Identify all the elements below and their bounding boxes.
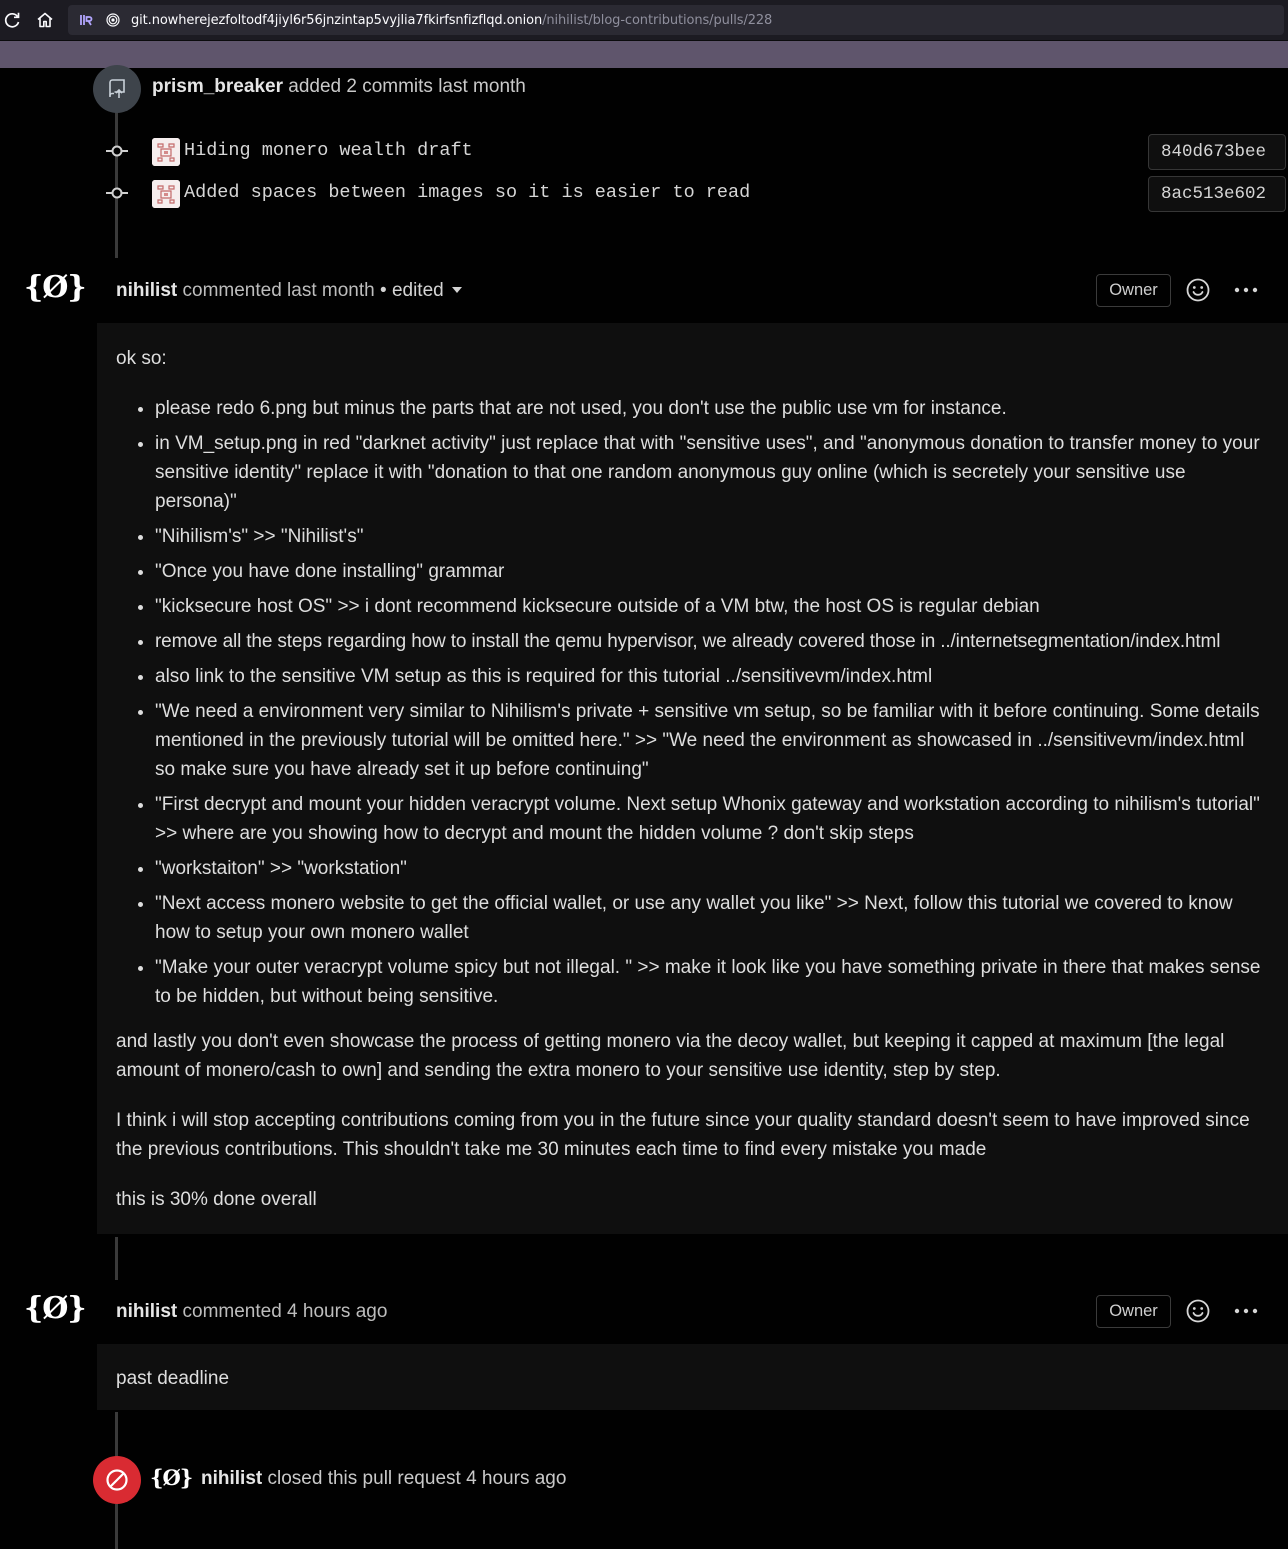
comment-text: past deadline xyxy=(116,1368,230,1389)
comment-body xyxy=(97,323,1288,1234)
onion-site-icon[interactable] xyxy=(106,13,120,27)
list-item: • "Once you have done installing" grammar xyxy=(155,557,1269,586)
address-bar[interactable] xyxy=(68,5,1284,35)
timeline-line xyxy=(115,1237,118,1280)
commenter-avatar[interactable]: {Ø} xyxy=(24,270,86,305)
edited-dropdown[interactable] xyxy=(380,280,462,301)
closed-event-badge xyxy=(93,1456,141,1504)
home-button[interactable] xyxy=(33,8,57,32)
edited-separator: • xyxy=(380,280,387,301)
comment-meta xyxy=(116,1301,387,1323)
comment-author-link[interactable]: nihilist xyxy=(116,280,178,301)
push-event-badge xyxy=(93,65,141,113)
timeline-line xyxy=(115,1504,118,1549)
list-item: • "Nihilism's" >> "Nihilist's" xyxy=(155,522,1269,551)
commit-node-icon xyxy=(106,144,128,158)
caret-down-icon xyxy=(452,287,462,293)
list-item: • "We need a environment very similar to Nihilism's private + sensitive vm setup, so be familiar with it before continuing. Some details mentioned in the previously tutorial will be omitted here." >> "We need the environment as showcased in ../sensitivevm/index.html so make sure you have already set it up before continuing" xyxy=(155,697,1269,784)
url-host: git.nowherejezfoltodf4jiyl6r56jnzintap5vyjlia7fkirfsnfizflqd.onion xyxy=(131,13,543,28)
closed-circle-slash-icon xyxy=(105,1468,129,1492)
repo-push-icon xyxy=(106,78,128,100)
push-author-link[interactable]: prism_breaker xyxy=(152,76,283,97)
commit-sha-button[interactable]: 840d673bee xyxy=(1148,134,1286,170)
commit-message-link[interactable]: Hiding monero wealth draft xyxy=(184,140,473,161)
commenter-avatar[interactable]: {Ø} xyxy=(24,1291,86,1326)
more-options-icon[interactable] xyxy=(1233,1298,1259,1324)
comment-author-link[interactable]: nihilist xyxy=(116,1301,178,1322)
browser-toolbar xyxy=(0,0,1288,41)
page-header-strip xyxy=(0,41,1288,68)
list-item: • also link to the sensitive VM setup as this is required for this tutorial ../sensitivevm/index.html xyxy=(155,662,1269,691)
list-item: • "Make your outer veracrypt volume spicy but not illegal. " >> make it look like you have something private in there that makes sense to be hidden, but without being sensitive. xyxy=(155,953,1269,1011)
list-item: • "workstaiton" >> "workstation" xyxy=(155,854,1269,883)
commit-message-link[interactable]: Added spaces between images so it is easier to read xyxy=(184,182,751,203)
list-item: • "kicksecure host OS" >> i dont recommend kicksecure outside of a VM btw, the host OS is regular debian xyxy=(155,592,1269,621)
list-item: • please redo 6.png but minus the parts that are not used, you don't use the public use vm for instance. xyxy=(155,394,1269,423)
comment-meta xyxy=(116,280,462,302)
owner-badge: Owner xyxy=(1096,274,1171,307)
commit-sha-button[interactable]: 8ac513e602 xyxy=(1148,176,1286,212)
push-event-action: added 2 commits last month xyxy=(288,76,526,97)
comment-paragraph: and lastly you don't even showcase the process of getting monero via the decoy wallet, but keeping it capped at maximum [the legal amount of monero/cash to own] and sending the extra monero to your sensitive use identity, step by step. xyxy=(116,1031,1225,1081)
list-item: • in VM_setup.png in red "darknet activity" just replace that with "sensitive uses", and "anonymous donation to transfer money to your sensitive identity" replace it with "donation to that one random anonymous guy online (which is secretely your sensitive use persona)" xyxy=(155,429,1269,516)
closer-avatar[interactable]: {Ø} xyxy=(150,1465,193,1490)
comment-intro: ok so: xyxy=(116,348,167,369)
review-list xyxy=(116,394,1269,1011)
url-text[interactable] xyxy=(131,13,772,28)
identicon-icon xyxy=(152,180,180,208)
comment-action: commented 4 hours ago xyxy=(182,1301,388,1322)
timeline-line xyxy=(115,1412,118,1458)
more-options-icon[interactable] xyxy=(1233,277,1259,303)
add-reaction-icon[interactable] xyxy=(1185,277,1211,303)
push-event-text xyxy=(152,76,526,98)
url-path: /nihilist/blog-contributions/pulls/228 xyxy=(542,13,773,28)
list-item: • remove all the steps regarding how to install the qemu hypervisor, we already covered those in ../internetsegmentation/index.html xyxy=(155,627,1269,656)
close-author-link[interactable]: nihilist xyxy=(201,1468,263,1489)
commit-author-avatar[interactable] xyxy=(152,180,180,208)
edited-label: edited xyxy=(391,280,444,301)
commit-node-icon xyxy=(106,186,128,200)
add-reaction-icon[interactable] xyxy=(1185,1298,1211,1324)
commit-author-avatar[interactable] xyxy=(152,138,180,166)
owner-badge: Owner xyxy=(1096,1295,1171,1328)
comment-paragraph: this is 30% done overall xyxy=(116,1189,317,1210)
comment-action: commented last month xyxy=(182,280,375,301)
comment-paragraph: I think i will stop accepting contributions coming from you in the future since your quality standard doesn't seem to have improved since the previous contributions. This shouldn't take me 30 minutes each time to find every mistake you made xyxy=(116,1110,1250,1160)
reload-button[interactable] xyxy=(0,8,24,32)
timeline-line xyxy=(115,110,118,258)
tor-extension-icon[interactable] xyxy=(78,12,94,28)
home-icon xyxy=(36,11,54,29)
list-item: • "Next access monero website to get the official wallet, or use any wallet you like" >> Next, follow this tutorial we covered to know how to setup your own monero wallet xyxy=(155,889,1269,947)
close-event-text xyxy=(201,1468,566,1490)
close-event-action: closed this pull request 4 hours ago xyxy=(267,1468,567,1489)
comment-body xyxy=(97,1344,1288,1410)
identicon-icon xyxy=(152,138,180,166)
reload-icon xyxy=(3,11,21,29)
comment-header xyxy=(97,1282,1288,1344)
list-item: • "First decrypt and mount your hidden veracrypt volume. Next setup Whonix gateway and workstation according to nihilism's tutorial" >> where are you showing how to decrypt and mount the hidden volume ? don't skip steps xyxy=(155,790,1269,848)
comment-header xyxy=(97,261,1288,323)
